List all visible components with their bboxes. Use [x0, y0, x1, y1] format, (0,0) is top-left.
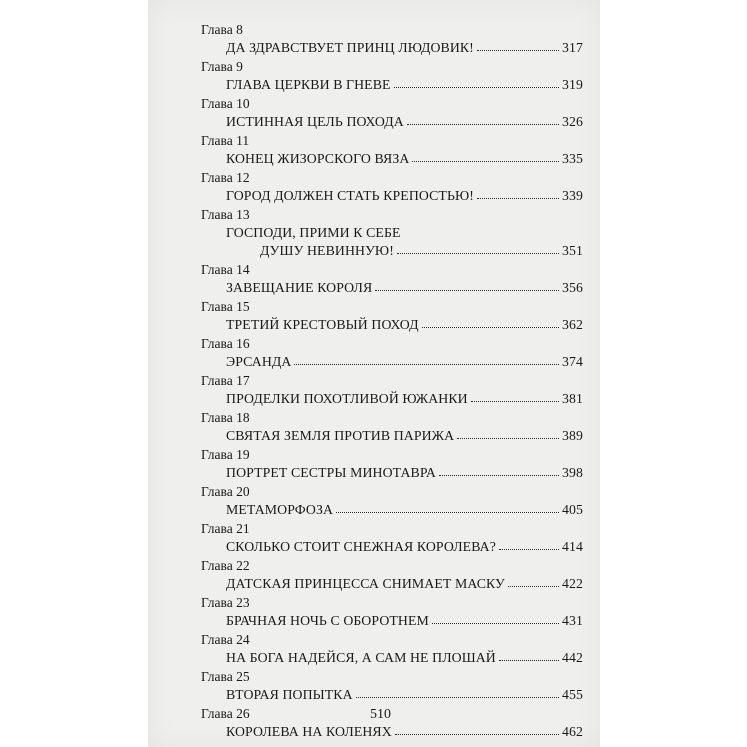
chapter-title: СВЯТАЯ ЗЕМЛЯ ПРОТИВ ПАРИЖА [226, 428, 455, 443]
chapter-title: КОНЕЦ ЖИЗОРСКОГО ВЯЗА [226, 151, 410, 166]
chapter-title: ДА ЗДРАВСТВУЕТ ПРИНЦ ЛЮДОВИК! [226, 40, 474, 55]
dot-leader [336, 512, 559, 513]
page-number: 442 [562, 650, 583, 665]
dot-leader [457, 438, 559, 439]
toc-entry-10 [201, 94, 583, 131]
toc-line [226, 722, 583, 741]
toc-line [226, 352, 583, 371]
page-number: 326 [562, 114, 583, 129]
page-number: 405 [562, 502, 583, 517]
page-number: 362 [562, 317, 583, 332]
toc-line [226, 574, 583, 593]
page-number: 374 [562, 354, 583, 369]
toc-line [226, 315, 583, 334]
page-number: 455 [562, 687, 583, 702]
dot-leader [477, 50, 559, 51]
chapter-label: Глава 24 [201, 632, 250, 647]
dot-leader [508, 586, 559, 587]
dot-leader [412, 161, 559, 162]
toc-line [226, 500, 583, 519]
chapter-title: ГОРОД ДОЛЖЕН СТАТЬ КРЕПОСТЬЮ! [226, 188, 474, 203]
chapter-title: МЕТАМОРФОЗА [226, 502, 334, 517]
page-number: 462 [562, 724, 583, 739]
toc-line [226, 537, 583, 556]
toc-entry-26 [201, 704, 583, 741]
chapter-label: Глава 12 [201, 170, 250, 185]
toc-line [226, 278, 583, 297]
chapter-label: Глава 23 [201, 595, 250, 610]
toc-line [226, 389, 583, 408]
chapter-label: Глава 26 [201, 706, 250, 721]
toc-entry-8 [201, 20, 583, 57]
dot-leader [394, 87, 559, 88]
page-number: 381 [562, 391, 583, 406]
toc-line [226, 149, 583, 168]
toc-line [226, 75, 583, 94]
dot-leader [407, 124, 559, 125]
chapter-label: Глава 21 [201, 521, 250, 536]
page-number: 351 [562, 243, 583, 258]
dot-leader [395, 734, 559, 735]
toc-line [226, 685, 583, 704]
dot-leader [375, 290, 559, 291]
toc-line [226, 426, 583, 445]
page-number: 339 [562, 188, 583, 203]
chapter-label: Глава 9 [201, 59, 243, 74]
toc-line [226, 38, 583, 57]
chapter-label: Глава 19 [201, 447, 250, 462]
toc-entry-22 [201, 556, 583, 593]
chapter-label: Глава 18 [201, 410, 250, 425]
chapter-title: БРАЧНАЯ НОЧЬ С ОБОРОТНЕМ [226, 613, 429, 628]
chapter-title: ВТОРАЯ ПОПЫТКА [226, 687, 353, 702]
page-number: 431 [562, 613, 583, 628]
toc-line [226, 463, 583, 482]
dot-leader [499, 660, 559, 661]
page-number: 319 [562, 77, 583, 92]
chapter-title: ПРОДЕЛКИ ПОХОТЛИВОЙ ЮЖАНКИ [226, 391, 468, 406]
toc-entry-9 [201, 57, 583, 94]
dot-leader [356, 697, 559, 698]
page-number: 389 [562, 428, 583, 443]
toc-entry-18 [201, 408, 583, 445]
chapter-title: ПОРТРЕТ СЕСТРЫ МИНОТАВРА [226, 465, 436, 480]
chapter-label: Глава 25 [201, 669, 250, 684]
table-of-contents [201, 20, 583, 741]
chapter-label: Глава 14 [201, 262, 250, 277]
toc-entry-25 [201, 667, 583, 704]
page-number: 356 [562, 280, 583, 295]
toc-entry-20 [201, 482, 583, 519]
folio-page-number: 510 [370, 707, 391, 722]
chapter-title: КОРОЛЕВА НА КОЛЕНЯХ [226, 724, 392, 739]
dot-leader [499, 549, 559, 550]
toc-line [226, 186, 583, 205]
chapter-title: ДАТСКАЯ ПРИНЦЕССА СНИМАЕТ МАСКУ [226, 576, 505, 591]
toc-entry-16 [201, 334, 583, 371]
toc-line-first [226, 223, 583, 241]
chapter-title: ГЛАВА ЦЕРКВИ В ГНЕВЕ [226, 77, 391, 92]
chapter-label: Глава 20 [201, 484, 250, 499]
chapter-label: Глава 11 [201, 133, 250, 148]
page-number: 335 [562, 151, 583, 166]
chapter-label: Глава 10 [201, 96, 250, 111]
chapter-label: Глава 22 [201, 558, 250, 573]
dot-leader [422, 327, 559, 328]
chapter-label: Глава 17 [201, 373, 250, 388]
chapter-title: НА БОГА НАДЕЙСЯ, А САМ НЕ ПЛОШАЙ [226, 650, 496, 665]
chapter-title: ЭРСАНДА [226, 354, 292, 369]
toc-entry-13 [201, 205, 583, 260]
toc-entry-21 [201, 519, 583, 556]
toc-entry-15 [201, 297, 583, 334]
chapter-title: СКОЛЬКО СТОИТ СНЕЖНАЯ КОРОЛЕВА? [226, 539, 496, 554]
toc-entry-24 [201, 630, 583, 667]
toc-entry-19 [201, 445, 583, 482]
dot-leader [471, 401, 559, 402]
toc-line [226, 648, 583, 667]
toc-entry-12 [201, 168, 583, 205]
dot-leader [439, 475, 559, 476]
chapter-label: Глава 16 [201, 336, 250, 351]
dot-leader [397, 253, 559, 254]
chapter-label: Глава 13 [201, 207, 250, 222]
page-number: 414 [562, 539, 583, 554]
page-number: 422 [562, 576, 583, 591]
toc-entry-23 [201, 593, 583, 630]
page-number: 317 [562, 40, 583, 55]
toc-entry-11 [201, 131, 583, 168]
dot-leader [477, 198, 559, 199]
chapter-title: ДУШУ НЕВИННУЮ! [260, 243, 394, 258]
chapter-label: Глава 8 [201, 22, 243, 37]
dot-leader [432, 623, 559, 624]
chapter-title-line1: ГОСПОДИ, ПРИМИ К СЕБЕ [226, 225, 401, 240]
toc-line [226, 611, 583, 630]
chapter-title: ТРЕТИЙ КРЕСТОВЫЙ ПОХОД [226, 317, 419, 332]
page-number: 398 [562, 465, 583, 480]
toc-line [260, 241, 583, 260]
toc-entry-17 [201, 371, 583, 408]
toc-line [226, 112, 583, 131]
toc-entry-14 [201, 260, 583, 297]
chapter-label: Глава 15 [201, 299, 250, 314]
dot-leader [294, 364, 559, 365]
chapter-title: ИСТИННАЯ ЦЕЛЬ ПОХОДА [226, 114, 404, 129]
chapter-title: ЗАВЕЩАНИЕ КОРОЛЯ [226, 280, 373, 295]
